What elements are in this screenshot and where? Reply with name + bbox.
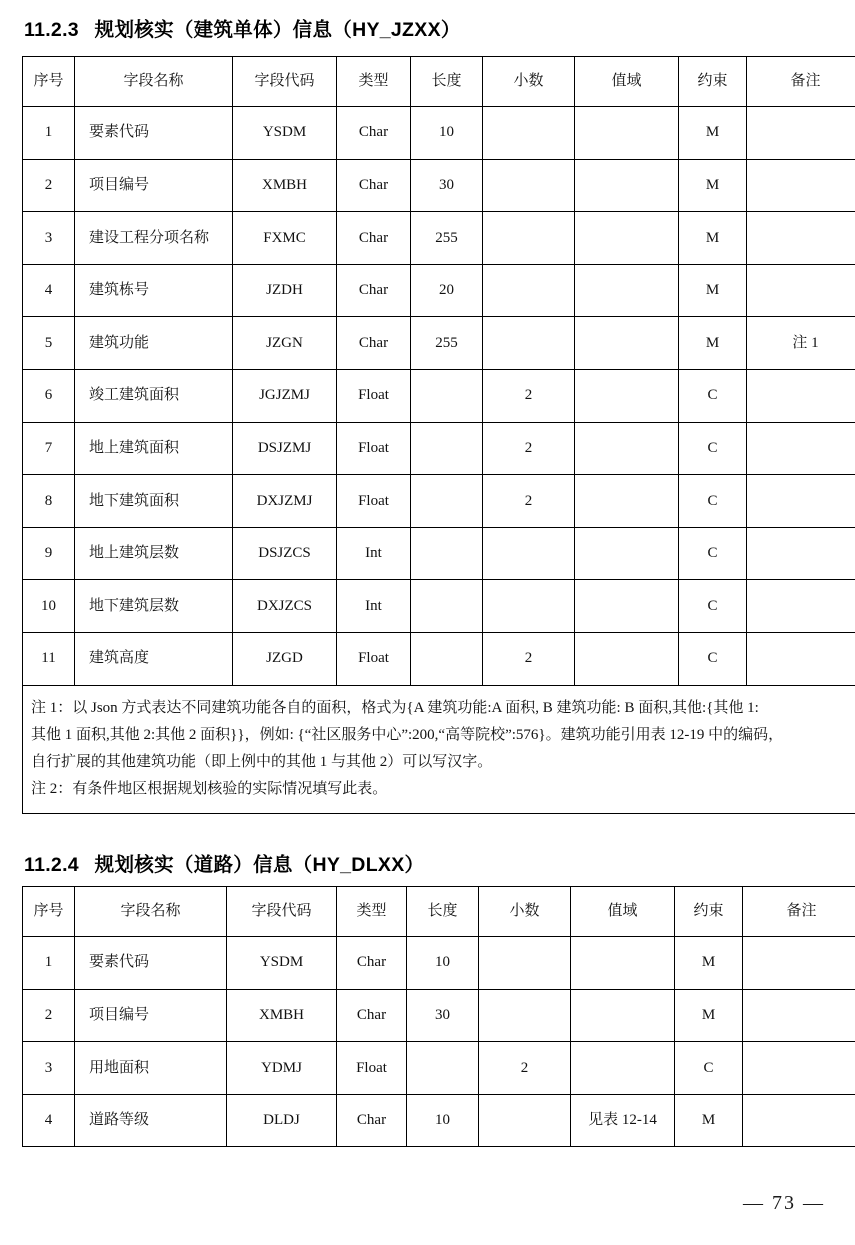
table-row bbox=[23, 989, 855, 1042]
cell-remark bbox=[747, 475, 855, 528]
cell-index: 1 bbox=[23, 107, 75, 160]
col-header-remark: 备注 bbox=[743, 887, 855, 937]
col-header-range: 值域 bbox=[575, 57, 679, 107]
cell-field-name: 用地面积 bbox=[75, 1042, 227, 1095]
cell-index: 10 bbox=[23, 580, 75, 633]
cell-decimal bbox=[483, 107, 575, 160]
cell-type: Char bbox=[337, 937, 407, 990]
col-header-index: 序号 bbox=[23, 887, 75, 937]
table-row bbox=[23, 527, 855, 580]
cell-field-name: 建设工程分项名称 bbox=[75, 212, 233, 265]
cell-decimal bbox=[479, 989, 571, 1042]
cell-field-code: DLDJ bbox=[227, 1094, 337, 1147]
cell-range bbox=[571, 989, 675, 1042]
table-header-row bbox=[23, 57, 855, 107]
table-row bbox=[23, 212, 855, 265]
col-header-type: 类型 bbox=[337, 887, 407, 937]
section-title-dlxx: 规划核实（道路）信息（HY_DLXX） bbox=[94, 854, 425, 876]
table-row bbox=[23, 369, 855, 422]
cell-field-name: 地上建筑层数 bbox=[75, 527, 233, 580]
cell-length bbox=[411, 422, 483, 475]
cell-remark: 注 1 bbox=[747, 317, 855, 370]
cell-type: Float bbox=[337, 632, 411, 685]
table-row bbox=[23, 107, 855, 160]
cell-field-name: 地上建筑面积 bbox=[75, 422, 233, 475]
table-row bbox=[23, 580, 855, 633]
cell-type: Char bbox=[337, 159, 411, 212]
table-notes-cell bbox=[23, 685, 855, 813]
cell-range bbox=[575, 527, 679, 580]
col-header-type: 类型 bbox=[337, 57, 411, 107]
cell-field-name: 要素代码 bbox=[75, 107, 233, 160]
section-number-jzxx: 11.2.3 bbox=[24, 19, 79, 41]
cell-decimal bbox=[483, 527, 575, 580]
cell-type: Char bbox=[337, 317, 411, 370]
cell-length: 255 bbox=[411, 317, 483, 370]
cell-decimal: 2 bbox=[483, 475, 575, 528]
cell-length bbox=[411, 475, 483, 528]
section-title-jzxx: 规划核实（建筑单体）信息（HY_JZXX） bbox=[94, 19, 461, 41]
cell-remark bbox=[747, 264, 855, 317]
cell-constraint: M bbox=[679, 317, 747, 370]
cell-field-code: XMBH bbox=[233, 159, 337, 212]
cell-length bbox=[411, 527, 483, 580]
cell-field-name: 竣工建筑面积 bbox=[75, 369, 233, 422]
cell-type: Char bbox=[337, 989, 407, 1042]
page-number-footer: — 73 — bbox=[743, 1192, 825, 1214]
cell-type: Int bbox=[337, 527, 411, 580]
cell-field-code: YSDM bbox=[227, 937, 337, 990]
cell-index: 2 bbox=[23, 159, 75, 212]
cell-constraint: C bbox=[679, 527, 747, 580]
note-line-3: 自行扩展的其他建筑功能（即上例中的其他 1 与其他 2）可以写汉字。 bbox=[31, 753, 493, 770]
cell-index: 8 bbox=[23, 475, 75, 528]
cell-decimal bbox=[483, 159, 575, 212]
cell-length: 30 bbox=[407, 989, 479, 1042]
cell-type: Char bbox=[337, 264, 411, 317]
cell-decimal: 2 bbox=[483, 369, 575, 422]
cell-range bbox=[571, 937, 675, 990]
cell-remark bbox=[747, 422, 855, 475]
note-line-2: 其他 1 面积,其他 2:其他 2 面积}}，例如: {“社区服务中心”:200,“高等院校”:576}。建筑功能引用表 12-19 中的编码， bbox=[31, 726, 784, 743]
cell-length: 255 bbox=[411, 212, 483, 265]
cell-range bbox=[575, 632, 679, 685]
cell-decimal: 2 bbox=[479, 1042, 571, 1095]
cell-range bbox=[575, 317, 679, 370]
cell-field-code: YSDM bbox=[233, 107, 337, 160]
cell-field-code: FXMC bbox=[233, 212, 337, 265]
cell-length bbox=[411, 580, 483, 633]
cell-type: Float bbox=[337, 1042, 407, 1095]
cell-field-code: JZGD bbox=[233, 632, 337, 685]
table-jzxx bbox=[22, 56, 855, 814]
cell-field-name: 道路等级 bbox=[75, 1094, 227, 1147]
cell-decimal bbox=[483, 212, 575, 265]
cell-range bbox=[575, 212, 679, 265]
cell-decimal bbox=[483, 317, 575, 370]
cell-decimal: 2 bbox=[483, 422, 575, 475]
cell-length: 10 bbox=[407, 1094, 479, 1147]
cell-type: Float bbox=[337, 475, 411, 528]
cell-length: 30 bbox=[411, 159, 483, 212]
col-header-length: 长度 bbox=[407, 887, 479, 937]
cell-range bbox=[575, 369, 679, 422]
cell-index: 4 bbox=[23, 1094, 75, 1147]
cell-type: Int bbox=[337, 580, 411, 633]
cell-field-name: 项目编号 bbox=[75, 989, 227, 1042]
cell-index: 7 bbox=[23, 422, 75, 475]
note-line-1: 注 1：以 Json 方式表达不同建筑功能各自的面积，格式为{A 建筑功能:A 面积, B 建筑功能: B 面积,其他:{其他 1: bbox=[31, 699, 759, 716]
cell-index: 5 bbox=[23, 317, 75, 370]
cell-field-name: 建筑功能 bbox=[75, 317, 233, 370]
cell-field-code: JZGN bbox=[233, 317, 337, 370]
table-dlxx bbox=[22, 886, 855, 1147]
col-header-code: 字段代码 bbox=[227, 887, 337, 937]
col-header-code: 字段代码 bbox=[233, 57, 337, 107]
cell-range bbox=[575, 422, 679, 475]
cell-remark bbox=[747, 632, 855, 685]
section-heading-dlxx bbox=[24, 849, 424, 877]
col-header-remark: 备注 bbox=[747, 57, 855, 107]
cell-length bbox=[411, 369, 483, 422]
table-row bbox=[23, 422, 855, 475]
cell-field-code: JZDH bbox=[233, 264, 337, 317]
cell-field-name: 地下建筑层数 bbox=[75, 580, 233, 633]
cell-range bbox=[571, 1042, 675, 1095]
cell-remark bbox=[747, 107, 855, 160]
cell-constraint: M bbox=[675, 989, 743, 1042]
cell-field-code: DSJZMJ bbox=[233, 422, 337, 475]
table-row bbox=[23, 937, 855, 990]
col-header-decimal: 小数 bbox=[483, 57, 575, 107]
cell-index: 3 bbox=[23, 1042, 75, 1095]
cell-constraint: C bbox=[679, 475, 747, 528]
cell-constraint: M bbox=[679, 212, 747, 265]
cell-constraint: C bbox=[679, 422, 747, 475]
table-row bbox=[23, 475, 855, 528]
cell-constraint: C bbox=[679, 632, 747, 685]
cell-type: Char bbox=[337, 212, 411, 265]
cell-decimal bbox=[479, 937, 571, 990]
cell-constraint: C bbox=[679, 580, 747, 633]
cell-remark bbox=[743, 989, 855, 1042]
cell-decimal bbox=[483, 264, 575, 317]
cell-index: 2 bbox=[23, 989, 75, 1042]
col-header-decimal: 小数 bbox=[479, 887, 571, 937]
note-line-4: 注 2：有条件地区根据规划核验的实际情况填写此表。 bbox=[31, 780, 388, 797]
cell-remark bbox=[743, 1042, 855, 1095]
cell-field-code: XMBH bbox=[227, 989, 337, 1042]
cell-constraint: M bbox=[679, 264, 747, 317]
cell-field-name: 要素代码 bbox=[75, 937, 227, 990]
cell-type: Float bbox=[337, 369, 411, 422]
cell-field-name: 地下建筑面积 bbox=[75, 475, 233, 528]
cell-index: 1 bbox=[23, 937, 75, 990]
cell-field-name: 建筑栋号 bbox=[75, 264, 233, 317]
cell-length bbox=[407, 1042, 479, 1095]
cell-constraint: C bbox=[679, 369, 747, 422]
cell-constraint: M bbox=[675, 1094, 743, 1147]
table-header-row bbox=[23, 887, 855, 937]
cell-range bbox=[575, 159, 679, 212]
cell-constraint: C bbox=[675, 1042, 743, 1095]
col-header-name: 字段名称 bbox=[75, 57, 233, 107]
cell-index: 9 bbox=[23, 527, 75, 580]
cell-range bbox=[575, 475, 679, 528]
cell-length bbox=[411, 632, 483, 685]
cell-index: 6 bbox=[23, 369, 75, 422]
section-number-dlxx: 11.2.4 bbox=[24, 854, 79, 876]
cell-range bbox=[575, 107, 679, 160]
cell-field-code: JGJZMJ bbox=[233, 369, 337, 422]
cell-field-code: DXJZMJ bbox=[233, 475, 337, 528]
table-row bbox=[23, 264, 855, 317]
table-notes-row bbox=[23, 685, 855, 813]
table-row bbox=[23, 632, 855, 685]
cell-index: 3 bbox=[23, 212, 75, 265]
col-header-length: 长度 bbox=[411, 57, 483, 107]
table-row bbox=[23, 317, 855, 370]
cell-field-code: DSJZCS bbox=[233, 527, 337, 580]
cell-remark bbox=[747, 159, 855, 212]
cell-range bbox=[575, 580, 679, 633]
col-header-index: 序号 bbox=[23, 57, 75, 107]
cell-constraint: M bbox=[679, 159, 747, 212]
cell-constraint: M bbox=[679, 107, 747, 160]
col-header-constraint: 约束 bbox=[675, 887, 743, 937]
col-header-constraint: 约束 bbox=[679, 57, 747, 107]
cell-decimal: 2 bbox=[483, 632, 575, 685]
section-heading-jzxx bbox=[24, 14, 461, 42]
cell-constraint: M bbox=[675, 937, 743, 990]
cell-field-name: 项目编号 bbox=[75, 159, 233, 212]
cell-remark bbox=[747, 580, 855, 633]
cell-range: 见表 12-14 bbox=[571, 1094, 675, 1147]
cell-length: 10 bbox=[407, 937, 479, 990]
table-dlxx-body bbox=[23, 937, 855, 1147]
cell-decimal bbox=[479, 1094, 571, 1147]
cell-range bbox=[575, 264, 679, 317]
table-row bbox=[23, 1094, 855, 1147]
table-row bbox=[23, 1042, 855, 1095]
table-dlxx-header bbox=[23, 887, 855, 937]
cell-index: 4 bbox=[23, 264, 75, 317]
cell-decimal bbox=[483, 580, 575, 633]
cell-field-code: YDMJ bbox=[227, 1042, 337, 1095]
cell-index: 11 bbox=[23, 632, 75, 685]
cell-remark bbox=[747, 369, 855, 422]
cell-type: Char bbox=[337, 1094, 407, 1147]
cell-field-code: DXJZCS bbox=[233, 580, 337, 633]
cell-remark bbox=[747, 527, 855, 580]
cell-remark bbox=[747, 212, 855, 265]
cell-remark bbox=[743, 1094, 855, 1147]
cell-length: 20 bbox=[411, 264, 483, 317]
cell-type: Float bbox=[337, 422, 411, 475]
cell-remark bbox=[743, 937, 855, 990]
col-header-name: 字段名称 bbox=[75, 887, 227, 937]
table-jzxx-header bbox=[23, 57, 855, 107]
cell-type: Char bbox=[337, 107, 411, 160]
table-row bbox=[23, 159, 855, 212]
col-header-range: 值域 bbox=[571, 887, 675, 937]
table-jzxx-body bbox=[23, 107, 855, 814]
cell-field-name: 建筑高度 bbox=[75, 632, 233, 685]
cell-length: 10 bbox=[411, 107, 483, 160]
